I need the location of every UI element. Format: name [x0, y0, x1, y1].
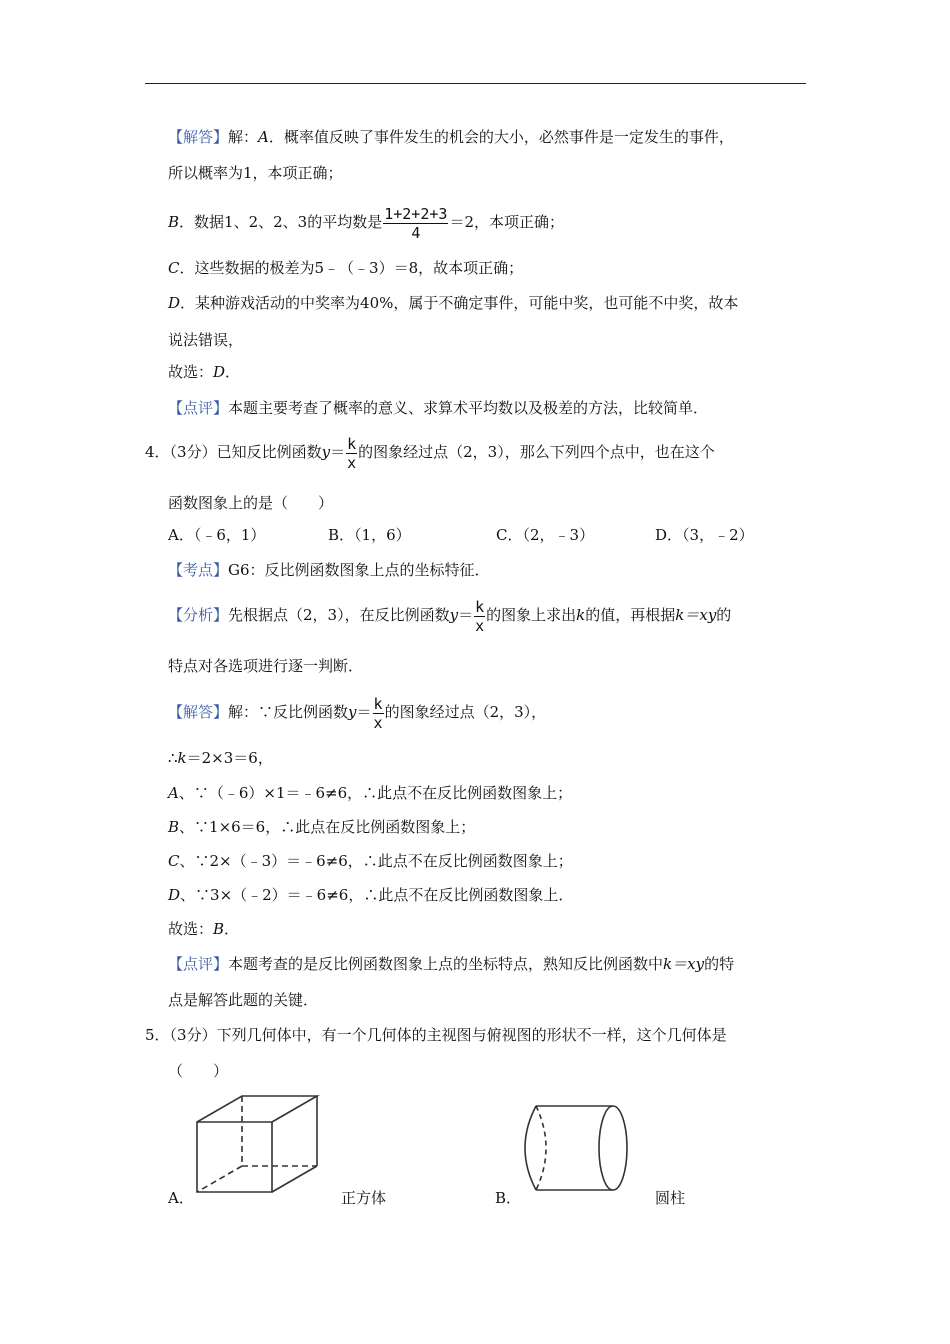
- k-over-x-fraction: $\frac{k}{x}$: [373, 694, 383, 732]
- q4-comment: 【点评】本题考查的是反比例函数图象上点的坐标特点，熟知反比例函数中k＝xy的特: [168, 955, 735, 973]
- q4-option-c[interactable]: C．（2，﹣3）: [496, 526, 595, 544]
- q4-check-a: A、∵（﹣6）×1＝﹣6≠6，∴此点不在反比例函数图象上；: [168, 784, 573, 802]
- dianping-tag: 【点评】: [168, 955, 229, 973]
- q4-k-value: ∴k＝2×3＝6，: [168, 749, 273, 767]
- cylinder-right-ellipse: [599, 1106, 627, 1190]
- q5-stem: 5．（3分）下列几何体中，有一个几何体的主视图与俯视图的形状不一样，这个几何体是: [145, 1026, 727, 1044]
- q4-answer: 故选：B．: [168, 920, 240, 938]
- q4-kaodian: 【考点】G6：反比例函数图象上点的坐标特征．: [168, 561, 490, 579]
- k-over-x-fraction: $\frac{k}{x}$: [475, 597, 485, 635]
- q5-option-b-label[interactable]: B．: [495, 1189, 522, 1207]
- q3-solution-line1: 【解答】解：A．概率值反映了事件发生的机会的大小，必然事件是一定发生的事件，: [168, 128, 734, 146]
- q4-check-d: D、∵3×（﹣2）＝﹣6≠6，∴此点不在反比例函数图象上．: [168, 886, 574, 904]
- q4-option-a[interactable]: A．（﹣6，1）: [168, 526, 266, 544]
- q4-comment-cont: 点是解答此题的关键．: [168, 991, 319, 1009]
- q4-option-d[interactable]: D．（3，﹣2）: [655, 526, 754, 544]
- cylinder-hidden-arc: [536, 1106, 546, 1190]
- dianping-tag: 【点评】: [168, 399, 229, 417]
- q3-option-c: C．这些数据的极差为5﹣（﹣3）＝8，故本项正确；: [168, 259, 524, 277]
- q4-option-b[interactable]: B．（1，6）: [328, 526, 411, 544]
- cube-top-face: [197, 1096, 317, 1122]
- q5-option-b-name: 圆柱: [655, 1189, 686, 1207]
- cylinder-left-arc: [525, 1106, 536, 1190]
- q3-option-d-cont: 说法错误，: [168, 331, 244, 349]
- q5-option-a-label[interactable]: A．: [168, 1189, 194, 1207]
- q3-comment: 【点评】本题主要考查了概率的意义、求算术平均数以及极差的方法，比较简单．: [168, 399, 709, 417]
- q4-jieda: 【解答】解：∵反比例函数y＝ $\frac{k}{x}$ 的图象经过点（2，3），: [168, 694, 547, 732]
- jieda-tag: 【解答】: [168, 703, 229, 721]
- fenxi-tag: 【分析】: [168, 606, 229, 624]
- q5-option-a-name: 正方体: [341, 1189, 387, 1207]
- kaodian-tag: 【考点】: [168, 561, 229, 579]
- q4-check-b: B、∵1×6＝6，∴此点在反比例函数图象上；: [168, 818, 476, 836]
- q4-stem-cont: 函数图象上的是（ ）: [168, 494, 334, 512]
- header-rule: [145, 83, 806, 84]
- cube-figure: [190, 1092, 326, 1198]
- cube-hidden-diagonal-edge: [197, 1166, 242, 1192]
- q3-answer: 故选：D．: [168, 363, 241, 381]
- q3-option-b: B．数据1、2、2、3的平均数是 $\frac{1+2+2+3}{4}$ ＝2，本项正确；: [168, 204, 564, 242]
- cube-bottom-right-edge: [272, 1166, 317, 1192]
- cube-front-face: [197, 1122, 272, 1192]
- jieda-tag: 【解答】: [168, 128, 229, 146]
- q4-stem: 4．（3分）已知反比例函数y＝ $\frac{k}{x}$ 的图象经过点（2，3），那么下列四个点中，也在这个: [145, 434, 715, 472]
- q3-solution-line2: 所以概率为1，本项正确；: [168, 164, 343, 182]
- q4-fenxi-cont: 特点对各选项进行逐一判断．: [168, 657, 364, 675]
- q4-check-c: C、∵2×（﹣3）＝﹣6≠6，∴此点不在反比例函数图象上；: [168, 852, 573, 870]
- cylinder-figure: [516, 1100, 634, 1196]
- k-over-x-fraction: $\frac{k}{x}$: [347, 434, 357, 472]
- q5-stem-cont: （ ）: [168, 1062, 229, 1080]
- q4-fenxi: 【分析】先根据点（2，3），在反比例函数y＝ $\frac{k}{x}$ 的图象上求出k的值，再根据k＝xy的: [168, 597, 732, 635]
- mean-fraction: $\frac{1+2+2+3}{4}$: [384, 204, 448, 242]
- q3-option-d: D．某种游戏活动的中奖率为40%，属于不确定事件，可能中奖，也可能不中奖，故本: [168, 294, 739, 312]
